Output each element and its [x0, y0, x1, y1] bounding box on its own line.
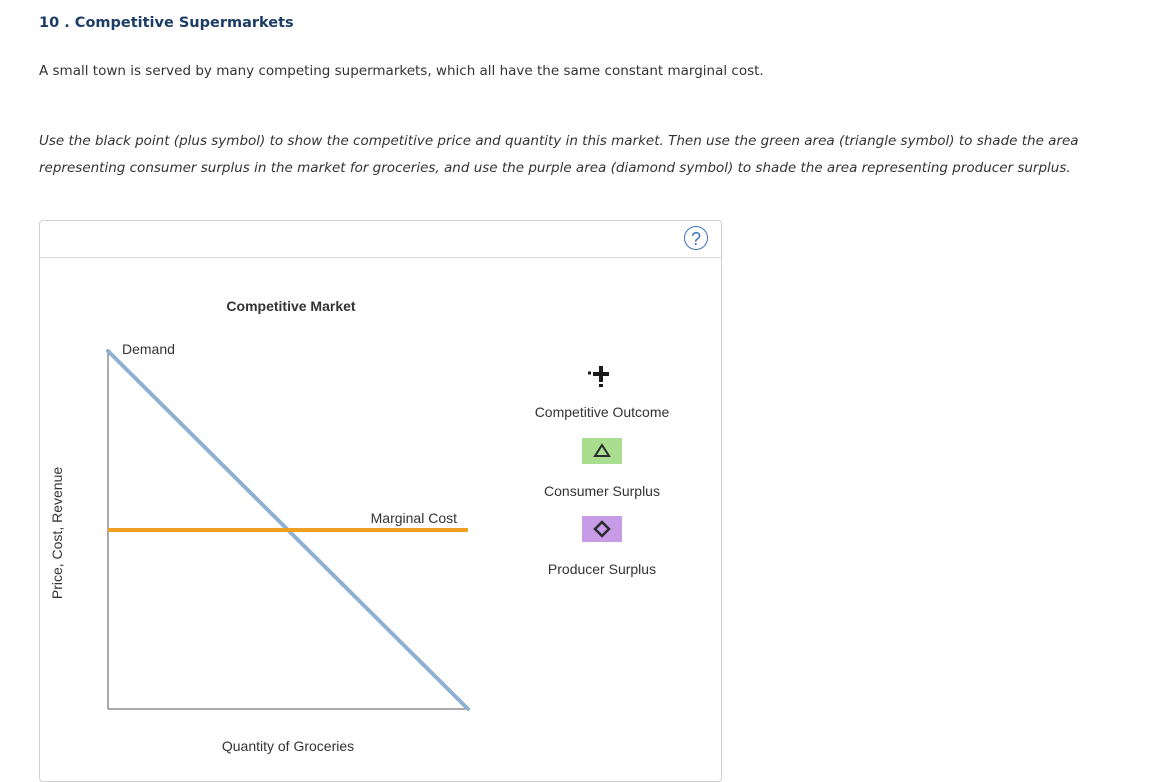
demand-label: Demand — [122, 341, 175, 357]
producer-surplus-tool[interactable] — [582, 516, 622, 542]
graph-panel — [39, 220, 722, 782]
producer-surplus-swatch — [582, 516, 622, 542]
chart-title: Competitive Market — [226, 298, 356, 314]
y-axis-label: Price, Cost, Revenue — [49, 466, 65, 600]
plus-icon — [588, 366, 609, 387]
help-button[interactable]: ? — [684, 226, 708, 250]
graph-svg — [40, 221, 721, 781]
question-title-text: Competitive Supermarkets — [74, 15, 294, 31]
question-title — [39, 15, 294, 31]
x-axis-label: Quantity of Groceries — [221, 738, 355, 754]
question-number: 10 — [39, 15, 60, 31]
consumer-surplus-tool[interactable] — [582, 438, 622, 464]
competitive-outcome-label: Competitive Outcome — [534, 404, 670, 420]
question-text: A small town is served by many competing supermarkets, which all have the same constant marginal cost. — [39, 63, 764, 79]
consumer-surplus-label: Consumer Surplus — [544, 483, 660, 499]
competitive-outcome-tool[interactable] — [588, 366, 609, 387]
question-number-separator: . — [59, 15, 75, 31]
question-instructions: Use the black point (plus symbol) to show the competitive price and quantity in this market. Then use the green area (triangle symbol) to shade the area representing consumer surplus in the market for groceries, and use the purple area (diamond symbol) to shade the area representing producer surplus. — [39, 133, 1079, 176]
consumer-surplus-swatch — [582, 438, 622, 464]
producer-surplus-label: Producer Surplus — [547, 561, 657, 577]
marginal-cost-label: Marginal Cost — [370, 510, 457, 526]
